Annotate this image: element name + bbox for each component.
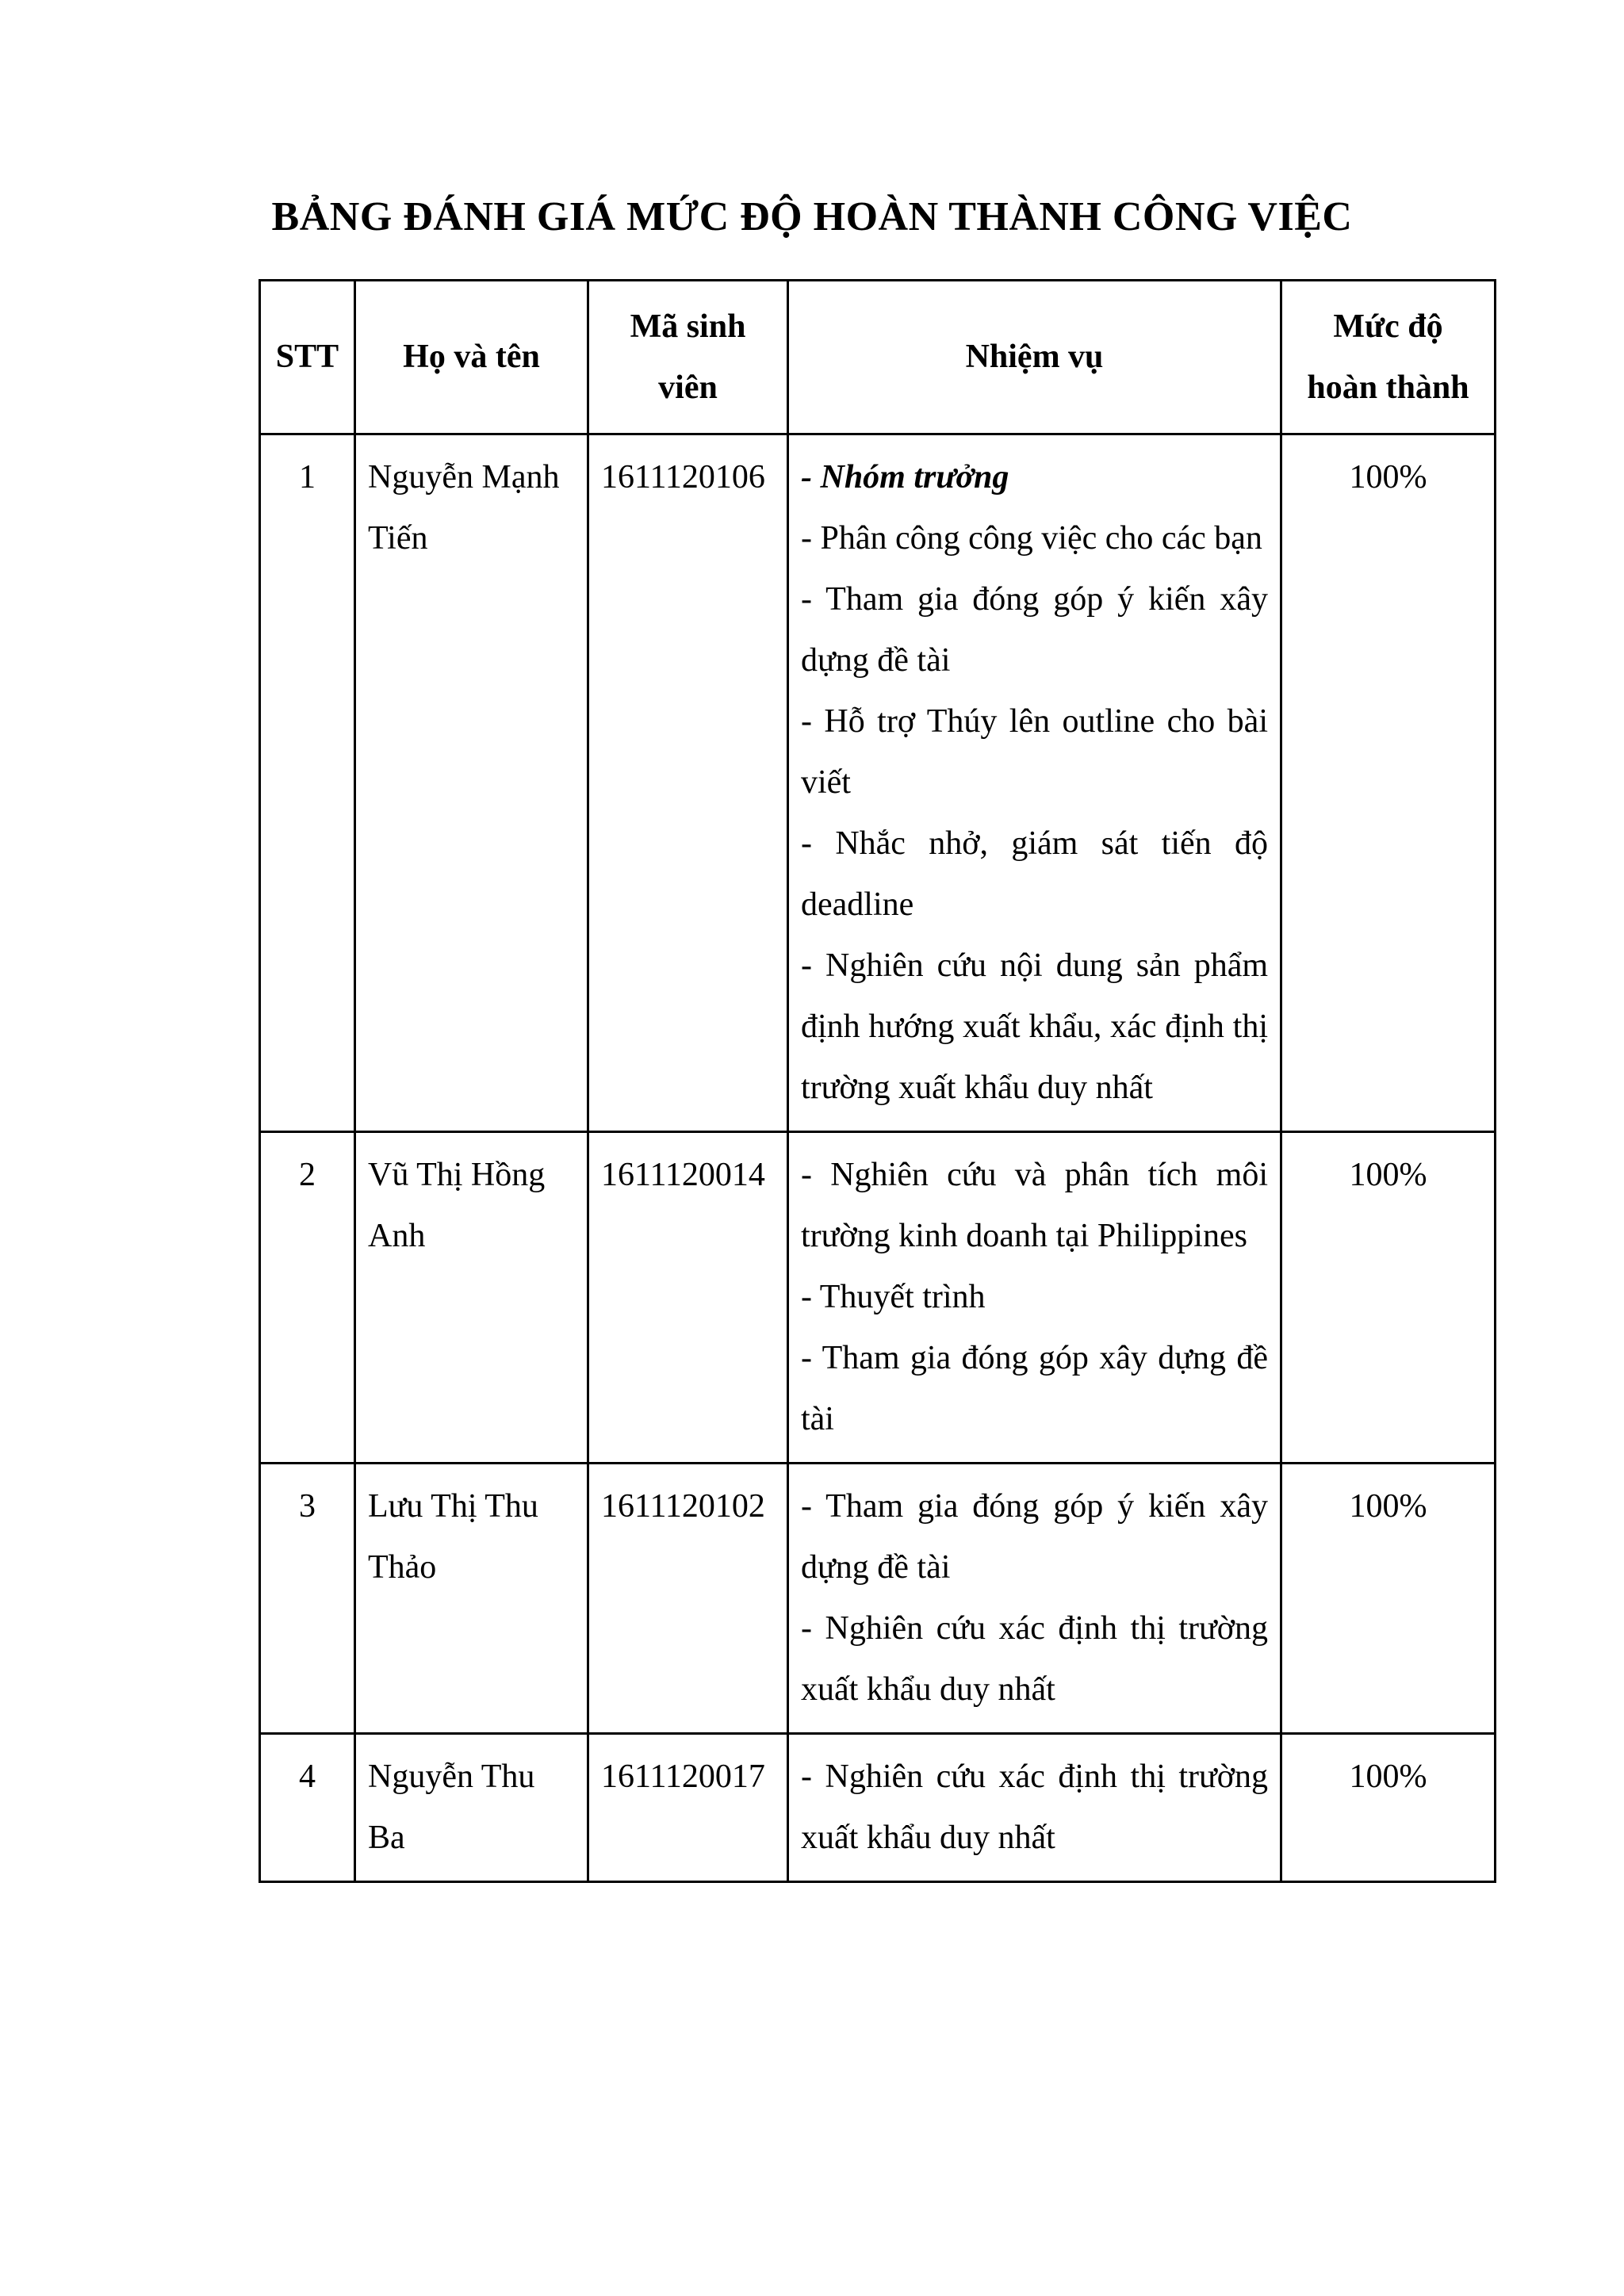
header-student-id-line: viên [658, 369, 718, 406]
name-cell: Lưu Thị Thu Thảo [355, 1464, 588, 1734]
task-item: - Nghiên cứu xác định thị trường xuất khẩu duy nhất [801, 1610, 1268, 1708]
header-stt: STT [260, 281, 355, 434]
student-id-cell: 1611120102 [588, 1464, 788, 1734]
tasks-cell [788, 434, 1281, 1132]
header-name: Họ và tên [355, 281, 588, 434]
task-item: - Nghiên cứu nội dung sản phẩm định hướng xuất khẩu, xác định thị trường xuất khẩu duy nhất [801, 947, 1268, 1106]
task-item-leader: - Nhóm trưởng [801, 459, 1009, 496]
student-id-cell: 1611120017 [588, 1734, 788, 1882]
tasks-cell [788, 1734, 1281, 1882]
page-title: BẢNG ĐÁNH GIÁ MỨC ĐỘ HOÀN THÀNH CÔNG VIỆC [271, 194, 1353, 239]
header-completion [1281, 281, 1496, 434]
name-cell: Nguyễn Mạnh Tiến [355, 434, 588, 1132]
student-id-cell: 1611120106 [588, 434, 788, 1132]
completion-cell: 100% [1281, 1132, 1496, 1464]
task-item: - Tham gia đóng góp ý kiến xây dựng đề tài [801, 581, 1268, 679]
task-item: - Hỗ trợ Thúy lên outline cho bài viết [801, 703, 1268, 801]
name-cell: Nguyễn Thu Ba [355, 1734, 588, 1882]
stt-cell: 1 [260, 434, 355, 1132]
task-item: - Nhắc nhở, giám sát tiến độ deadline [801, 825, 1268, 923]
task-item: - Tham gia đóng góp xây dựng đề tài [801, 1340, 1268, 1437]
table-header-row [260, 281, 1496, 434]
completion-cell: 100% [1281, 1464, 1496, 1734]
task-item: - Nghiên cứu và phân tích môi trường kinh doanh tại Philippines [801, 1157, 1268, 1254]
stt-cell: 4 [260, 1734, 355, 1882]
name-cell: Vũ Thị Hồng Anh [355, 1132, 588, 1464]
header-student-id [588, 281, 788, 434]
header-student-id-line: Mã sinh [630, 308, 746, 345]
table-row [260, 1734, 1496, 1882]
table-row [260, 1132, 1496, 1464]
stt-cell: 3 [260, 1464, 355, 1734]
stt-cell: 2 [260, 1132, 355, 1464]
student-id-cell: 1611120014 [588, 1132, 788, 1464]
tasks-cell [788, 1464, 1281, 1734]
table-row [260, 434, 1496, 1132]
task-item: - Phân công công việc cho các bạn [801, 520, 1262, 557]
header-completion-line: Mức độ [1333, 308, 1443, 345]
completion-cell: 100% [1281, 1734, 1496, 1882]
task-item: - Nghiên cứu xác định thị trường xuất khẩu duy nhất [801, 1758, 1268, 1856]
tasks-cell [788, 1132, 1281, 1464]
evaluation-table [259, 279, 1496, 1883]
task-item: - Tham gia đóng góp ý kiến xây dựng đề tài [801, 1488, 1268, 1586]
task-item: - Thuyết trình [801, 1279, 986, 1315]
table-row [260, 1464, 1496, 1734]
completion-cell: 100% [1281, 434, 1496, 1132]
header-completion-line: hoàn thành [1307, 369, 1469, 406]
header-tasks: Nhiệm vụ [788, 281, 1281, 434]
